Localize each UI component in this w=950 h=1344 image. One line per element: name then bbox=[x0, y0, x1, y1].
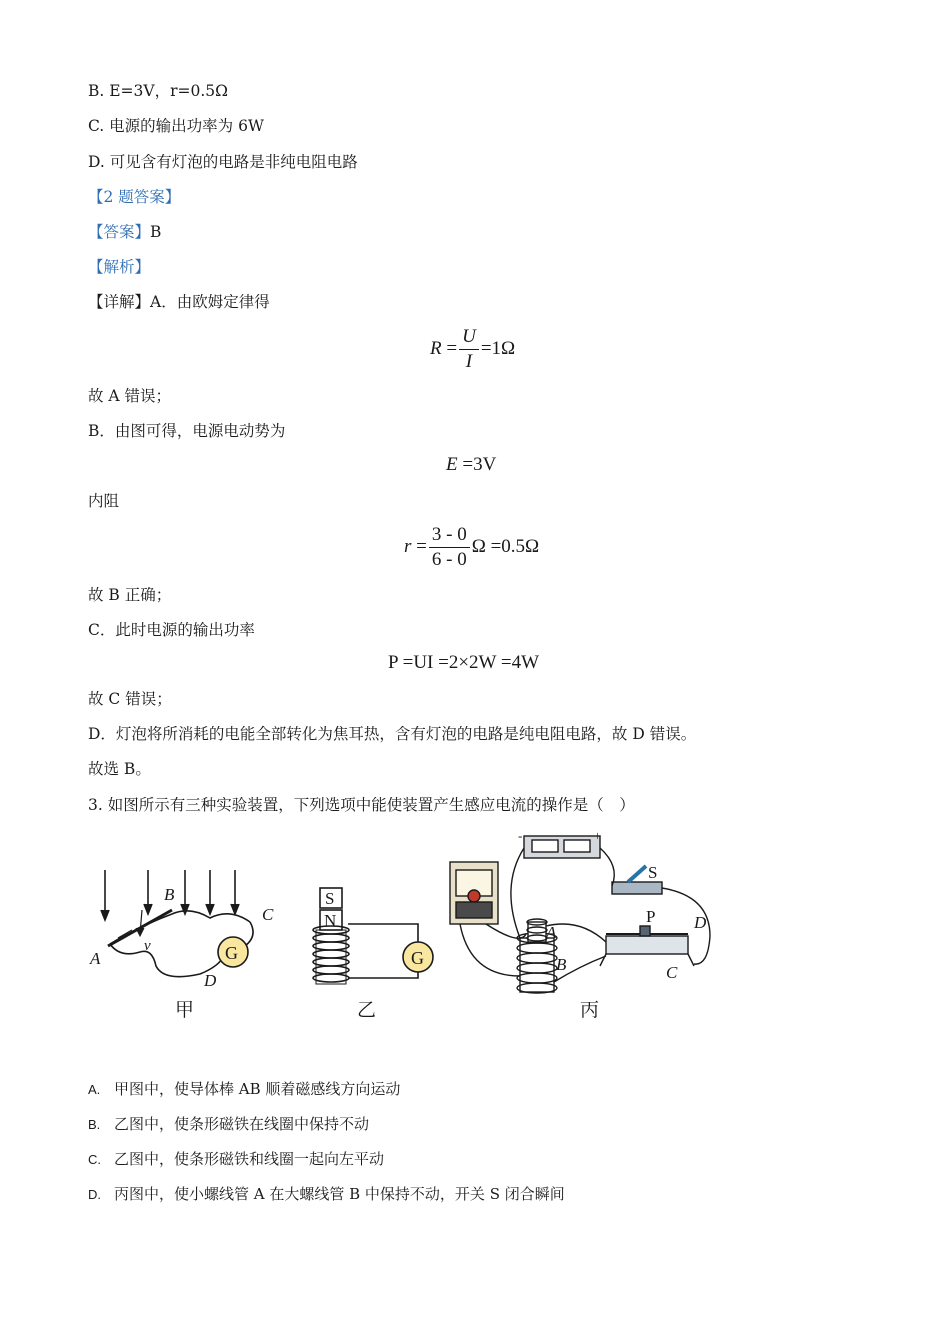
answer-tag: 【答案】 bbox=[88, 223, 151, 241]
label-bing-minus: - bbox=[518, 828, 523, 843]
option-c-tag: C. bbox=[88, 1152, 101, 1167]
detail-tag: 【详解】 bbox=[88, 293, 151, 311]
option-c[interactable] bbox=[88, 1149, 384, 1170]
label-jia-g: G bbox=[225, 943, 238, 963]
option-c-text: 乙图中，使条形磁铁和线圈一起向左平动 bbox=[114, 1150, 385, 1168]
answer-line bbox=[88, 222, 161, 242]
caption-yi: 乙 bbox=[357, 1000, 377, 1021]
equation-internal-resistance: r = $\frac{3 - 0}{6 - 0}$ Ω =0.5Ω bbox=[404, 524, 540, 570]
b-intro-line: B．由图可得，电源电动势为 bbox=[88, 422, 286, 440]
switch-s bbox=[612, 882, 662, 894]
option-a-tag: A. bbox=[88, 1082, 101, 1097]
label-bing-b: B bbox=[556, 955, 567, 974]
option-b-line: B. E=3V，r=0.5Ω bbox=[88, 82, 228, 100]
answer-section-heading: 【2 题答案】 bbox=[88, 188, 181, 206]
detail-text: A．由欧姆定律得 bbox=[150, 293, 270, 311]
option-c-line: C. 电源的输出功率为 6W bbox=[88, 117, 264, 135]
label-jia-b: B bbox=[164, 885, 175, 904]
label-bing-d: D bbox=[694, 913, 707, 932]
label-yi-n: N bbox=[324, 911, 337, 930]
label-bing-c: C bbox=[666, 963, 678, 982]
b-right-line: 故 B 正确； bbox=[88, 586, 172, 604]
final-choice-line: 故选 B。 bbox=[88, 760, 151, 778]
label-bing-a: A bbox=[546, 923, 557, 942]
equation-ohm: R = $\frac{U}{I}$ =1Ω bbox=[430, 326, 516, 372]
coil-yi bbox=[313, 926, 349, 984]
option-d-text: 丙图中，使小螺线管 A 在大螺线管 B 中保持不动，开关 S 闭合瞬间 bbox=[114, 1185, 565, 1203]
option-d-tag: D. bbox=[88, 1187, 101, 1202]
c-intro-line: C．此时电源的输出功率 bbox=[88, 621, 255, 639]
option-b-text: 乙图中，使条形磁铁在线圈中保持不动 bbox=[114, 1115, 370, 1133]
label-yi-g: G bbox=[411, 948, 424, 968]
detail-line bbox=[88, 292, 270, 312]
answer-value: B bbox=[150, 223, 162, 241]
a-wrong-line: 故 A 错误； bbox=[88, 387, 172, 405]
option-b-tag: B. bbox=[88, 1117, 101, 1132]
label-bing-plus: + bbox=[594, 828, 602, 843]
d-explain-line: D．灯泡将所消耗的电能全部转化为焦耳热，含有灯泡的电路是纯电阻电路，故 D 错误。 bbox=[88, 725, 697, 743]
rheostat bbox=[606, 936, 688, 954]
analysis-tag: 【解析】 bbox=[88, 258, 151, 276]
caption-bing: 丙 bbox=[580, 1000, 600, 1021]
option-d[interactable] bbox=[88, 1184, 565, 1205]
label-jia-v: v bbox=[144, 938, 151, 954]
label-yi-s: S bbox=[325, 889, 335, 908]
label-jia-d: D bbox=[204, 971, 217, 990]
label-jia-c: C bbox=[262, 905, 274, 924]
label-bing-p: P bbox=[646, 907, 656, 926]
question-3-stem: 3. 如图所示有三种实验装置，下列选项中能使装置产生感应电流的操作是（ ） bbox=[88, 796, 635, 814]
equation-power: P =UI =2×2W =4W bbox=[388, 652, 540, 673]
inner-resistance-line: 内阻 bbox=[88, 492, 120, 510]
label-jia-a: A bbox=[90, 949, 101, 968]
option-a[interactable] bbox=[88, 1079, 400, 1100]
option-d-line: D. 可见含有灯泡的电路是非纯电阻电路 bbox=[88, 153, 358, 171]
c-wrong-line: 故 C 错误； bbox=[88, 690, 172, 708]
equation-emf: E =3V bbox=[446, 454, 497, 475]
experiment-figure bbox=[80, 826, 730, 1026]
label-bing-s: S bbox=[648, 863, 658, 882]
option-b[interactable] bbox=[88, 1114, 369, 1135]
option-a-text: 甲图中，使导体棒 AB 顺着磁感线方向运动 bbox=[114, 1080, 401, 1098]
caption-jia: 甲 bbox=[175, 1000, 195, 1021]
